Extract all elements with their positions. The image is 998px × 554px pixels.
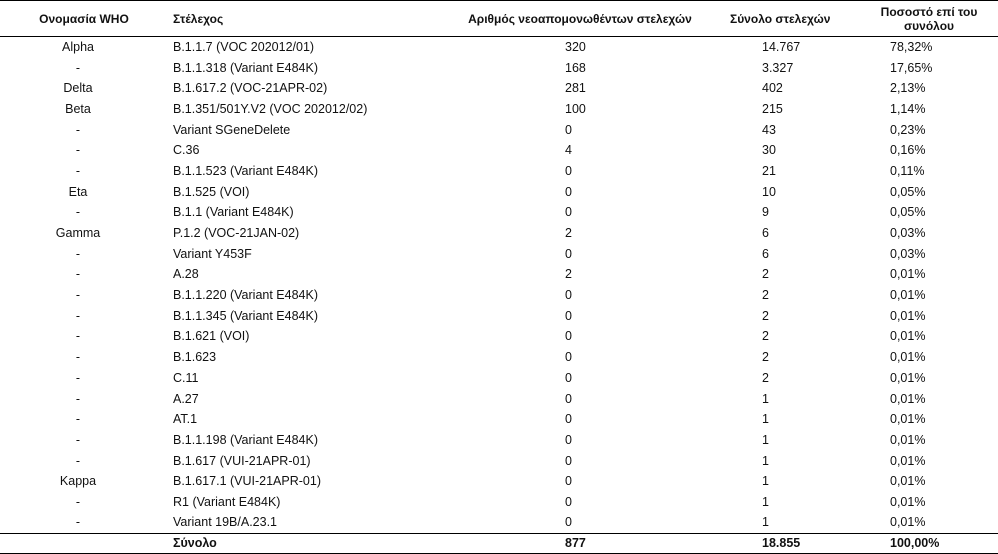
- table-row: [0, 78, 998, 99]
- who-name-cell: -: [75, 370, 81, 385]
- strain-cell: Variant Y453F: [173, 246, 252, 261]
- new-isolated-cell: 0: [565, 350, 572, 365]
- who-name-cell: Delta: [63, 81, 93, 96]
- table-row: [0, 512, 998, 533]
- total-strains-cell: 1: [762, 432, 769, 447]
- total-strains-cell: 9: [762, 205, 769, 220]
- who-name-cell: -: [75, 453, 81, 468]
- strain-cell: C.11: [173, 370, 199, 385]
- table-row: [0, 305, 998, 326]
- table-header: [0, 1, 998, 37]
- new-isolated-cell: 4: [565, 143, 572, 158]
- strain-cell: Variant 19B/A.23.1: [173, 515, 278, 530]
- new-isolated-cell: 0: [565, 453, 572, 468]
- percent-cell: 0,05%: [890, 184, 926, 199]
- total-strains-cell: 1: [762, 453, 769, 468]
- who-name-cell: -: [75, 350, 81, 365]
- total-who-cell: [0, 533, 168, 553]
- table-row: [0, 450, 998, 471]
- table-row: [0, 347, 998, 368]
- percent-cell: 0,11%: [890, 163, 925, 178]
- strain-cell: B.1.617 (VUI-21APR-01): [173, 453, 311, 468]
- percent-cell: 0,01%: [890, 453, 926, 468]
- new-isolated-cell: 100: [565, 101, 586, 116]
- who-name-cell: -: [75, 391, 81, 406]
- total-strains-cell: 2: [762, 267, 769, 282]
- who-name-cell: -: [75, 163, 81, 178]
- table-row: [0, 57, 998, 78]
- strain-cell: R1 (Variant E484K): [173, 494, 281, 509]
- table-footer: [0, 533, 998, 553]
- total-strains-cell: 2: [762, 370, 769, 385]
- table-row: [0, 326, 998, 347]
- header-new-isolated: Αριθμός νεοαπομονωθέντων στελεχών: [428, 1, 726, 37]
- total-strains-cell: 2: [762, 288, 769, 303]
- total-strains-cell: 215: [762, 101, 783, 116]
- header-percent: [850, 1, 998, 37]
- new-isolated-cell: 0: [565, 494, 572, 509]
- strain-cell: B.1.1.523 (Variant E484K): [173, 163, 318, 178]
- total-strains-cell: 402: [762, 81, 783, 96]
- header-percent-line2: συνόλου: [903, 18, 955, 33]
- total-strains-cell: 2: [762, 308, 769, 323]
- percent-cell: 0,23%: [890, 122, 926, 137]
- table-row: [0, 161, 998, 182]
- who-name-cell: -: [75, 60, 81, 75]
- who-name-cell: -: [75, 515, 81, 530]
- strain-cell: B.1.617.1 (VUI-21APR-01): [173, 474, 321, 489]
- new-isolated-cell: 2: [565, 226, 572, 241]
- strain-cell: B.1.621 (VOI): [173, 329, 250, 344]
- strain-cell: P.1.2 (VOC-21JAN-02): [173, 226, 300, 241]
- percent-cell: 0,01%: [890, 350, 926, 365]
- new-isolated-cell: 0: [565, 122, 572, 137]
- percent-cell: 78,32%: [890, 40, 933, 55]
- who-name-cell: -: [75, 246, 81, 261]
- percent-cell: 0,01%: [890, 267, 926, 282]
- percent-cell: 2,13%: [890, 81, 926, 96]
- percent-cell: 0,01%: [890, 288, 926, 303]
- percent-cell: 0,01%: [890, 329, 926, 344]
- percent-cell: 0,01%: [890, 391, 926, 406]
- new-isolated-cell: 0: [565, 412, 572, 427]
- table-row: [0, 471, 998, 492]
- table-row: [0, 388, 998, 409]
- who-name-cell: Gamma: [55, 226, 101, 241]
- table-row: [0, 264, 998, 285]
- percent-cell: 0,01%: [890, 370, 926, 385]
- who-name-cell: -: [75, 288, 81, 303]
- strain-cell: B.1.1.345 (Variant E484K): [173, 308, 318, 323]
- new-isolated-cell: 168: [565, 60, 586, 75]
- who-name-cell: -: [75, 432, 81, 447]
- percent-cell: 0,01%: [890, 494, 926, 509]
- who-name-cell: Kappa: [59, 474, 97, 489]
- table-row: [0, 119, 998, 140]
- new-isolated-cell: 0: [565, 184, 572, 199]
- percent-cell: 0,01%: [890, 412, 926, 427]
- table-body: [0, 37, 998, 534]
- percent-cell: 0,03%: [890, 246, 926, 261]
- strain-cell: AT.1: [173, 412, 198, 427]
- new-isolated-cell: 2: [565, 267, 572, 282]
- strain-cell: B.1.525 (VOI): [173, 184, 250, 199]
- new-isolated-cell: 0: [565, 515, 572, 530]
- table-row: [0, 181, 998, 202]
- total-total-cell: 18.855: [726, 533, 850, 553]
- percent-cell: 17,65%: [890, 60, 933, 75]
- total-row: [0, 533, 998, 553]
- total-strains-cell: 10: [762, 184, 776, 199]
- total-new-cell: 877: [428, 533, 726, 553]
- header-percent-line1: Ποσοστό επί του: [880, 4, 978, 19]
- total-strains-cell: 2: [762, 350, 769, 365]
- table-row: [0, 430, 998, 451]
- percent-cell: 0,16%: [890, 143, 926, 158]
- who-name-cell: -: [75, 494, 81, 509]
- total-strains-cell: 21: [762, 163, 776, 178]
- strain-cell: B.1.1.7 (VOC 202012/01): [173, 40, 315, 55]
- new-isolated-cell: 0: [565, 329, 572, 344]
- total-strains-cell: 6: [762, 246, 769, 261]
- new-isolated-cell: 0: [565, 205, 572, 220]
- new-isolated-cell: 0: [565, 391, 572, 406]
- new-isolated-cell: 0: [565, 432, 572, 447]
- strain-cell: B.1.351/501Y.V2 (VOC 202012/02): [173, 101, 368, 116]
- header-who-name: Ονομασία WHO: [0, 1, 168, 37]
- new-isolated-cell: 0: [565, 370, 572, 385]
- total-strains-cell: 1: [762, 412, 769, 427]
- table-row: [0, 140, 998, 161]
- table-row: [0, 285, 998, 306]
- percent-cell: 0,05%: [890, 205, 926, 220]
- percent-cell: 1,14%: [890, 101, 926, 116]
- who-name-cell: -: [75, 143, 81, 158]
- who-name-cell: Eta: [68, 184, 88, 199]
- percent-cell: 0,01%: [890, 515, 926, 530]
- who-name-cell: -: [75, 205, 81, 220]
- table-row: [0, 99, 998, 120]
- table-row: [0, 223, 998, 244]
- total-strains-cell: 6: [762, 226, 769, 241]
- new-isolated-cell: 0: [565, 163, 572, 178]
- who-name-cell: -: [75, 329, 81, 344]
- total-strains-cell: 1: [762, 474, 769, 489]
- strain-cell: B.1.1.318 (Variant E484K): [173, 60, 318, 75]
- total-percent-cell: 100,00%: [850, 533, 998, 553]
- table-row: [0, 409, 998, 430]
- strain-cell: C.36: [173, 143, 200, 158]
- table-row: [0, 492, 998, 513]
- strain-cell: A.27: [173, 391, 199, 406]
- total-strains-cell: 30: [762, 143, 776, 158]
- new-isolated-cell: 320: [565, 40, 586, 55]
- table-row: [0, 202, 998, 223]
- who-name-cell: -: [75, 412, 81, 427]
- table-row: [0, 37, 998, 58]
- new-isolated-cell: 0: [565, 474, 572, 489]
- header-total-strains: Σύνολο στελεχών: [726, 1, 850, 37]
- strain-cell: A.28: [173, 267, 199, 282]
- new-isolated-cell: 0: [565, 288, 572, 303]
- total-strains-cell: 1: [762, 515, 769, 530]
- new-isolated-cell: 0: [565, 308, 572, 323]
- total-strains-cell: 43: [762, 122, 776, 137]
- total-strains-cell: 3.327: [762, 60, 794, 75]
- percent-cell: 0,01%: [890, 474, 926, 489]
- strain-cell: B.1.623: [173, 350, 217, 365]
- who-name-cell: -: [75, 308, 81, 323]
- strain-cell: B.1.1.220 (Variant E484K): [173, 288, 318, 303]
- total-strains-cell: 1: [762, 391, 769, 406]
- table-row: [0, 368, 998, 389]
- who-name-cell: -: [75, 267, 81, 282]
- strain-cell: B.1.1 (Variant E484K): [173, 205, 294, 220]
- who-name-cell: Alpha: [62, 40, 94, 55]
- who-name-cell: Beta: [65, 101, 91, 116]
- strain-cell: B.1.1.198 (Variant E484K): [173, 432, 318, 447]
- total-strains-cell: 2: [762, 329, 769, 344]
- total-strains-cell: 14.767: [762, 40, 801, 55]
- header-row: [0, 1, 998, 37]
- new-isolated-cell: 281: [565, 81, 586, 96]
- total-strains-cell: 1: [762, 494, 769, 509]
- strain-cell: B.1.617.2 (VOC-21APR-02): [173, 81, 328, 96]
- strain-cell: Variant SGeneDelete: [173, 122, 291, 137]
- percent-cell: 0,01%: [890, 432, 926, 447]
- total-label-cell: Σύνολο: [168, 533, 428, 553]
- who-name-cell: -: [75, 122, 81, 137]
- header-strain: Στέλεχος: [168, 1, 428, 37]
- new-isolated-cell: 0: [565, 246, 572, 261]
- percent-cell: 0,03%: [890, 226, 926, 241]
- table-row: [0, 243, 998, 264]
- percent-cell: 0,01%: [890, 308, 926, 323]
